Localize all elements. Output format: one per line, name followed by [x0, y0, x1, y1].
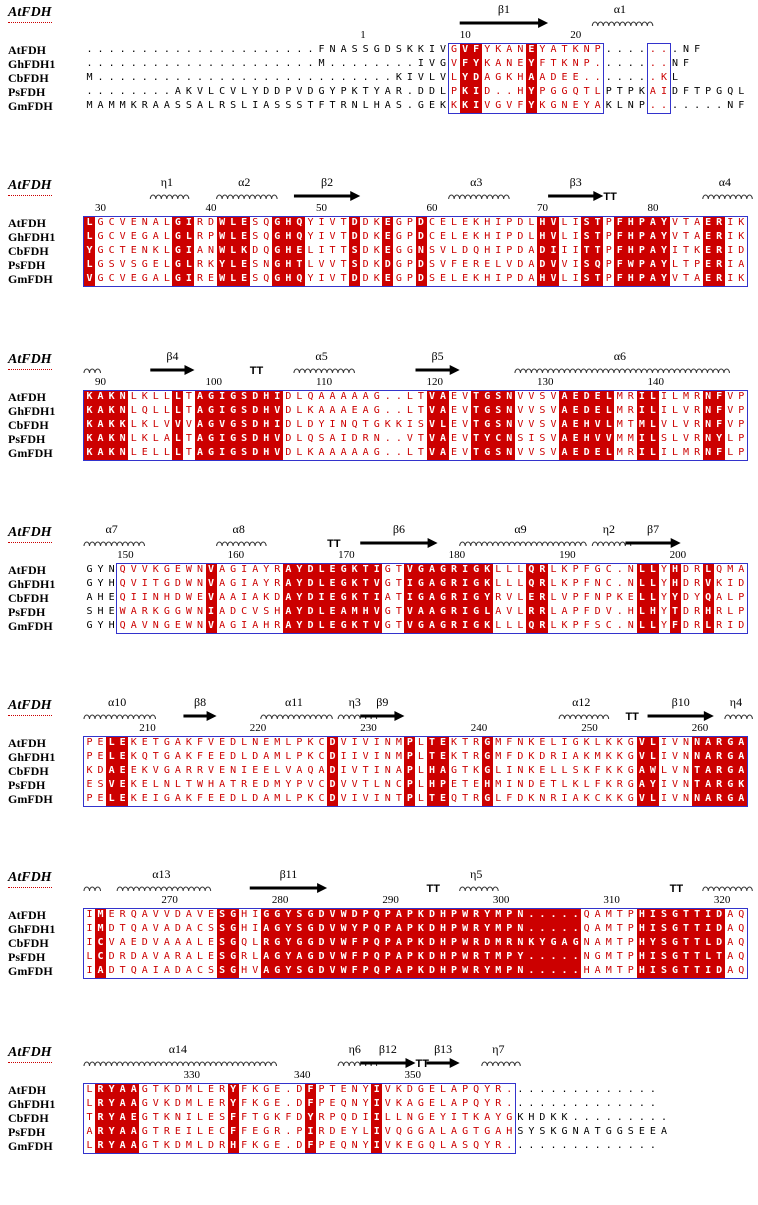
- sequence-row: G Y N Q V V K G E W N V A G I A Y R A Y D L E G K T I G T V G A G R I G K L L L Q R L K P F G C . N L L Y H D R L Q M A: [86, 564, 745, 575]
- sequence-row: I C V A E D V A A A L E S G Q L R G Y G G D V W F P Q P A P K D H P W R D M R N K Y G A G N A M T P H Y S G T T L D A Q: [86, 937, 745, 948]
- residue-number: 350: [404, 1069, 421, 1081]
- residue-number: 310: [603, 894, 620, 906]
- sequence-name: GhFDH1: [8, 1097, 56, 1111]
- ss-element-label: β9: [376, 698, 389, 709]
- sequence-row: . . . . . . . . A K V L C V L Y D D P V D G Y P K T Y A R . D D L P K I D . . H Y P G G Q T L P T P K A I D F T P G Q L: [86, 86, 745, 97]
- sequence-row: K A K N L K L L L T A G I G S D H I D L Q A A A A A G . . L T V A E V T G S N V V S V A E D E L M R I L I L M R N F V P: [86, 391, 745, 402]
- sequence-row: L R Y A A G V K D M L E R Y F K G E . D F P E Q N Y I V K A G E L A P Q Y R . . . . . . . . . . . . . .: [86, 1098, 656, 1109]
- residue-number: 210: [139, 722, 156, 734]
- sequence-names: [8, 43, 55, 113]
- alpha-helix-coil: [217, 542, 267, 546]
- beta-strand-arrowhead: [406, 1058, 416, 1068]
- beta-strand-arrowhead: [704, 711, 714, 721]
- sequence-row: V G C V E G A L G I R E W L E S Q G H Q Y I V T D D K E G P D S E L E K H I P D A H V L I S T P F H P A Y V T A E R I K: [86, 273, 745, 284]
- ss-element-label: α5: [315, 352, 328, 363]
- ss-element-label: α6: [613, 352, 627, 363]
- beta-strand-arrowhead: [450, 1058, 460, 1068]
- sequence-row: T R Y A E G T K N I L E S F F T G K F D Y R P Q D I I L L N G E Y I T K A Y G K H D K K . . . . . . . . .: [86, 1112, 667, 1123]
- beta-strand-arrowhead: [207, 711, 217, 721]
- sequence-names: [8, 736, 55, 806]
- ss-element-label: α9: [514, 525, 527, 536]
- residue-number: 300: [492, 894, 510, 906]
- residue-number: 190: [559, 549, 576, 561]
- alpha-helix-coil: [559, 715, 609, 719]
- turn-label: TT: [669, 883, 684, 895]
- sequence-rows: [84, 908, 747, 978]
- sequence-name: GhFDH1: [8, 404, 56, 418]
- alignment-block: [0, 525, 758, 685]
- alpha-helix-coil: [482, 1062, 521, 1066]
- sequence-row: I M E R Q A V V D A V E S G H I G G Y S G D V W D P Q P A P K D H P W R Y M P N . . . . . Q A M T P H I S G T T I D A Q: [86, 909, 745, 920]
- sequence-rows: [84, 1083, 669, 1153]
- sequence-row: A H E Q I I N H D W E V A A I A K D A Y D I E G K T I A T I G A G R I G Y R V L E R L V P F N P K E L L Y Y D Y Q A L P: [86, 592, 745, 603]
- sequence-row: M A M M K R A A S S A L R S L I A S S S T F T R N L H A S . G E K K K I V G V F Y K G N E Y A K L N P . . . . . . . N F: [86, 100, 745, 111]
- reference-label: AtFDH: [8, 352, 52, 367]
- residue-number: 240: [470, 722, 488, 734]
- sequence-name: CbFDH: [8, 764, 49, 778]
- beta-strand-arrowhead: [317, 883, 327, 893]
- residue-number: 90: [95, 376, 107, 388]
- sequence-name: GmFDH: [8, 1139, 53, 1153]
- reference-label: AtFDH: [8, 178, 52, 193]
- residue-number: 260: [691, 722, 709, 734]
- ss-element-label: β6: [392, 525, 405, 536]
- sequence-name: CbFDH: [8, 591, 49, 605]
- residue-number: 220: [249, 722, 267, 734]
- alignment-block: [0, 698, 758, 858]
- alpha-helix-coil: [703, 887, 753, 891]
- residue-number: 280: [271, 894, 289, 906]
- alpha-helix-coil: [150, 195, 189, 199]
- alpha-helix-coil: [725, 715, 753, 719]
- sequence-name: CbFDH: [8, 71, 49, 85]
- turn-label: TT: [249, 365, 264, 377]
- alpha-helix-coil: [84, 887, 101, 891]
- beta-strand-arrowhead: [428, 538, 438, 548]
- alignment-block: [0, 5, 758, 165]
- beta-strand-arrowhead: [538, 18, 548, 28]
- residue-number: 250: [581, 722, 598, 734]
- sequence-name: GhFDH1: [8, 230, 56, 244]
- residue-number: 60: [426, 202, 438, 214]
- sequence-name: PsFDH: [8, 605, 46, 619]
- ss-element-label: α13: [152, 870, 171, 881]
- ss-element-label: β11: [279, 870, 298, 881]
- ss-element-label: β13: [434, 1045, 453, 1056]
- alpha-helix-coil: [592, 542, 631, 546]
- sequence-name: PsFDH: [8, 258, 46, 272]
- sequence-row: A R Y A A G T R E I L E C F F E G R . P I R D E Y L I V Q G G A L A G T G A H S Y S K G N A T G G S E E A: [86, 1126, 667, 1137]
- residue-number: 160: [227, 549, 245, 561]
- sequence-row: L G C V E N A L G I R D W L E S Q G H Q Y I V T D D K E G P D C E L E K H I P D L H V L I S T P F H P A Y V T A E R I K: [86, 217, 745, 228]
- reference-label: AtFDH: [8, 698, 52, 713]
- ss-element-label: α2: [238, 178, 251, 189]
- turn-label: TT: [603, 191, 617, 203]
- ss-element-label: η1: [160, 178, 174, 189]
- sequence-name: CbFDH: [8, 418, 49, 432]
- sequence-name: GmFDH: [8, 964, 53, 978]
- residue-number: 50: [316, 202, 328, 214]
- sequence-name: PsFDH: [8, 778, 46, 792]
- sequence-name: AtFDH: [8, 908, 46, 922]
- residue-number: 130: [537, 376, 554, 388]
- ss-element-label: β8: [193, 698, 207, 709]
- sequence-name: AtFDH: [8, 736, 46, 750]
- sequence-row: K A K N L E L L L T A G I G S D H V D L K A A A A A G . . L T V A E V T G S N V V S V A E D E L M R I L I L M R N F L P: [86, 447, 745, 458]
- alpha-helix-coil: [703, 195, 753, 199]
- ss-element-label: α8: [232, 525, 245, 536]
- turn-label: TT: [625, 711, 639, 723]
- alpha-helix-coil: [449, 195, 510, 199]
- alignment-block: [0, 1045, 758, 1205]
- beta-strand-arrowhead: [350, 191, 360, 201]
- ss-element-label: β12: [378, 1045, 397, 1056]
- sequence-name: AtFDH: [8, 1083, 46, 1097]
- sequence-row: P E L E K E T G A K F V E D L N E M L P K C D V I V I N M P L T E K T R G M F N K E L I G K L K K G V L I V N N A R G A: [86, 737, 745, 748]
- alpha-helix-coil: [84, 369, 101, 373]
- alpha-helix-coil: [515, 369, 730, 373]
- sequence-rows: [84, 43, 747, 113]
- sequence-name: GmFDH: [8, 619, 53, 633]
- sequence-names: [8, 908, 55, 978]
- ss-element-label: α11: [285, 698, 303, 709]
- sequence-rows: [84, 216, 747, 286]
- sequence-row: Y G C T E N K L G I A N W L K D Q G H E L I T T S D K E G G N S V L D Q H I P D A D I I I T T P F H P A Y I T K E R I D: [86, 245, 745, 256]
- ss-element-label: α1: [613, 5, 627, 16]
- sequence-row: M . . . . . . . . . . . . . . . . . . . . . . . . . . . K I V L V L Y D A G K H A A D E E . . . . . . . K L: [86, 72, 679, 83]
- residue-number: 290: [382, 894, 399, 906]
- turn-label: TT: [426, 883, 441, 895]
- sequence-row: P E L E K Q T G A K F E E D L D A M L P K C D I I V I N M P L T E K T R G M F D K D R I A K M K K G V L I V N N A R G A: [86, 751, 745, 762]
- sequence-rows: [84, 390, 747, 460]
- reference-label: AtFDH: [8, 525, 52, 540]
- residue-number: 70: [537, 202, 549, 214]
- residue-number: 150: [117, 549, 134, 561]
- sequence-name: GhFDH1: [8, 577, 56, 591]
- residue-number: 180: [448, 549, 466, 561]
- sequence-row: K A K N L Q L L L T A G I G S D H V D L K A A A E A G . . L T V A E V T G S N V V S V A E D E L M R I L I L V R N F V P: [86, 405, 745, 416]
- sequence-name: CbFDH: [8, 244, 49, 258]
- alignment-block: [0, 870, 758, 1030]
- residue-number: 120: [426, 376, 444, 388]
- ss-element-label: β2: [321, 178, 334, 189]
- residue-number: 140: [647, 376, 665, 388]
- sequence-name: GmFDH: [8, 792, 53, 806]
- sequence-row: I A D T Q A I A D A C S S G H V A G Y S G D V W F P Q P A P K D H P W R Y M P N . . . . . H A M T P H I S G T T I D A Q: [86, 965, 745, 976]
- reference-label: AtFDH: [8, 870, 52, 885]
- sequence-name: CbFDH: [8, 1111, 49, 1125]
- sequence-names: [8, 216, 55, 286]
- sequence-names: [8, 390, 55, 460]
- sequence-row: L G S V S G E L G L R K Y L E S N G H T L V V T S D K D G P D S V F E R E L V D A D V V I S Q P F W P A Y L T P E R I A: [86, 259, 745, 270]
- alpha-helix-coil: [294, 369, 355, 373]
- sequence-names: [8, 1083, 55, 1153]
- turn-label: TT: [415, 1058, 429, 1070]
- ss-element-label: β4: [166, 352, 179, 363]
- sequence-name: AtFDH: [8, 390, 46, 404]
- residue-number: 40: [205, 202, 217, 214]
- residue-number: 30: [95, 202, 107, 214]
- sequence-row: . . . . . . . . . . . . . . . . . . . . . M . . . . . . . . I V G V F Y K A N E Y F T K N P . . . . . . . N F: [86, 58, 690, 69]
- sequence-row: L C D R D A V A R A L E S G R L A G Y A G D V W F P Q P A P K D H P W R T M P Y . . . . . N G M T P H I S G T T L T A Q: [86, 951, 745, 962]
- ss-element-label: β5: [431, 352, 444, 363]
- sequence-row: I M D T Q A V A D A C S S G H I A G Y S G D V W Y P Q P A P K D H P W R Y M P N . . . . . Q A M T P H I S G T T I D A Q: [86, 923, 745, 934]
- alpha-helix-coil: [84, 542, 145, 546]
- sequence-name: GmFDH: [8, 446, 53, 460]
- sequence-row: . . . . . . . . . . . . . . . . . . . . . F N A S S G D S K K I V G V F Y K A N E Y A T K N P . . . . . . . N F: [86, 44, 701, 55]
- sequence-row: K A K N L K L A L T A G I G S D H V D L Q S A I D R N . . V T V A E V T Y C N S I S V A E H V V M M I L S L V R N Y L P: [86, 433, 745, 444]
- beta-strand-arrowhead: [593, 191, 603, 201]
- sequence-name: CbFDH: [8, 936, 49, 950]
- sequence-name: AtFDH: [8, 563, 46, 577]
- alpha-helix-coil: [261, 715, 333, 719]
- residue-number: 170: [338, 549, 355, 561]
- sequence-row: P E L E K E I G A K F E E D L D A M L P K C D V I V I N T P L T E Q T R G L F D K N R I A K C K K G V L I V N N A R G A: [86, 793, 745, 804]
- residue-number: 80: [647, 202, 659, 214]
- beta-strand-arrowhead: [450, 365, 460, 375]
- residue-number: 330: [183, 1069, 200, 1081]
- residue-number: 20: [570, 29, 582, 41]
- sequence-name: GhFDH1: [8, 57, 56, 71]
- alpha-helix-coil: [84, 1062, 277, 1066]
- turn-label: TT: [327, 538, 341, 550]
- sequence-name: AtFDH: [8, 43, 46, 57]
- reference-label: AtFDH: [8, 5, 52, 20]
- alpha-helix-coil: [460, 542, 587, 546]
- sequence-name: AtFDH: [8, 216, 46, 230]
- residue-number: 340: [293, 1069, 311, 1081]
- sequence-row: L R Y A A G T K D M L D R H F K G E . D F P E Q N Y I V K E G Q L A S Q Y R . . . . . . . . . . . . . .: [86, 1140, 656, 1151]
- ss-element-label: η2: [602, 525, 616, 536]
- residue-number: 200: [669, 549, 687, 561]
- sequence-rows: [84, 736, 747, 806]
- sequence-names: [8, 563, 55, 633]
- sequence-row: K D A E E K V G A R R V E N I E E L V A Q A D I V T I N A P L H A G T K G L I N K E L L S K F K K G A W L V N T A R G A: [86, 765, 745, 776]
- sequence-name: GmFDH: [8, 99, 53, 113]
- ss-element-label: α4: [718, 178, 732, 189]
- residue-number: 100: [205, 376, 223, 388]
- alignment-block: [0, 178, 758, 338]
- ss-element-label: β3: [569, 178, 582, 189]
- sequence-row: G Y H Q A V N G E W N V A G I A H R A Y D L E G K T V G T V G A G R I G K L L L Q R L K P F S C . N L L Y F D R L R I D: [86, 620, 745, 631]
- sequence-name: PsFDH: [8, 432, 46, 446]
- sequence-name: GmFDH: [8, 272, 53, 286]
- sequence-row: L G C V E G A L G L R P W L E S Q G H Q Y I V T D D K E G P D C E L E K H I P D L H V L I S T P F H P A Y V T A E R I K: [86, 231, 745, 242]
- beta-strand-arrowhead: [671, 538, 681, 548]
- ss-element-label: η6: [348, 1045, 361, 1056]
- sequence-row: L R Y A A G T K D M L E R Y F K G E . D F P T E N Y I V K D G E L A P Q Y R . . . . . . . . . . . . . .: [86, 1084, 656, 1095]
- ss-element-label: η5: [470, 870, 483, 881]
- ss-element-label: η7: [492, 1045, 505, 1056]
- alpha-helix-coil: [84, 715, 156, 719]
- alpha-helix-coil: [592, 22, 653, 26]
- reference-label: AtFDH: [8, 1045, 52, 1060]
- sequence-name: PsFDH: [8, 950, 46, 964]
- ss-element-label: β10: [671, 698, 690, 709]
- ss-element-label: η4: [729, 698, 743, 709]
- residue-number: 10: [459, 29, 471, 41]
- sequence-row: S H E W A R K G G W N I A D C V S H A Y D L E A M H V G T V A A G R I G L A V L R R L A P F D V . H L H Y T D R H R L P: [86, 606, 745, 617]
- alignment-block: [0, 352, 758, 512]
- sequence-row: E S V E K E L N L T W H A T R E D M Y P V C D V V T L N C P L H P E T E H M I N D E T L K L F K R G A Y I V N T A R G K: [86, 779, 745, 790]
- sequence-name: GhFDH1: [8, 922, 56, 936]
- residue-number: 1: [360, 29, 366, 41]
- sequence-name: GhFDH1: [8, 750, 56, 764]
- alpha-helix-coil: [460, 887, 499, 891]
- ss-element-label: β1: [497, 5, 510, 16]
- sequence-row: G Y H Q V I T G D W N V A G I A Y R A Y D L E G K T V G T I G A G R I G K L L L Q R L K P F N C . N L L Y H D R V K I D: [86, 578, 745, 589]
- ss-element-label: α12: [572, 698, 591, 709]
- ss-element-label: η3: [348, 698, 361, 709]
- ss-element-label: α14: [168, 1045, 188, 1056]
- beta-strand-arrowhead: [394, 711, 404, 721]
- ss-element-label: α10: [108, 698, 127, 709]
- sequence-name: PsFDH: [8, 85, 46, 99]
- sequence-rows: [84, 563, 747, 633]
- alpha-helix-coil: [217, 195, 278, 199]
- residue-number: 270: [161, 894, 178, 906]
- residue-number: 230: [360, 722, 377, 734]
- ss-element-label: α3: [470, 178, 483, 189]
- alpha-helix-coil: [117, 887, 210, 891]
- beta-strand-arrowhead: [185, 365, 195, 375]
- residue-number: 110: [316, 376, 333, 388]
- ss-element-label: α7: [105, 525, 118, 536]
- sequence-name: PsFDH: [8, 1125, 46, 1139]
- sequence-row: K A K K L K L V V V A G V G S D H I D L D Y I N Q T G K K I S V L E V T G S N V V S V A E H V L M T M L V L V R N F V P: [86, 419, 745, 430]
- ss-element-label: β7: [647, 525, 660, 536]
- residue-number: 320: [713, 894, 731, 906]
